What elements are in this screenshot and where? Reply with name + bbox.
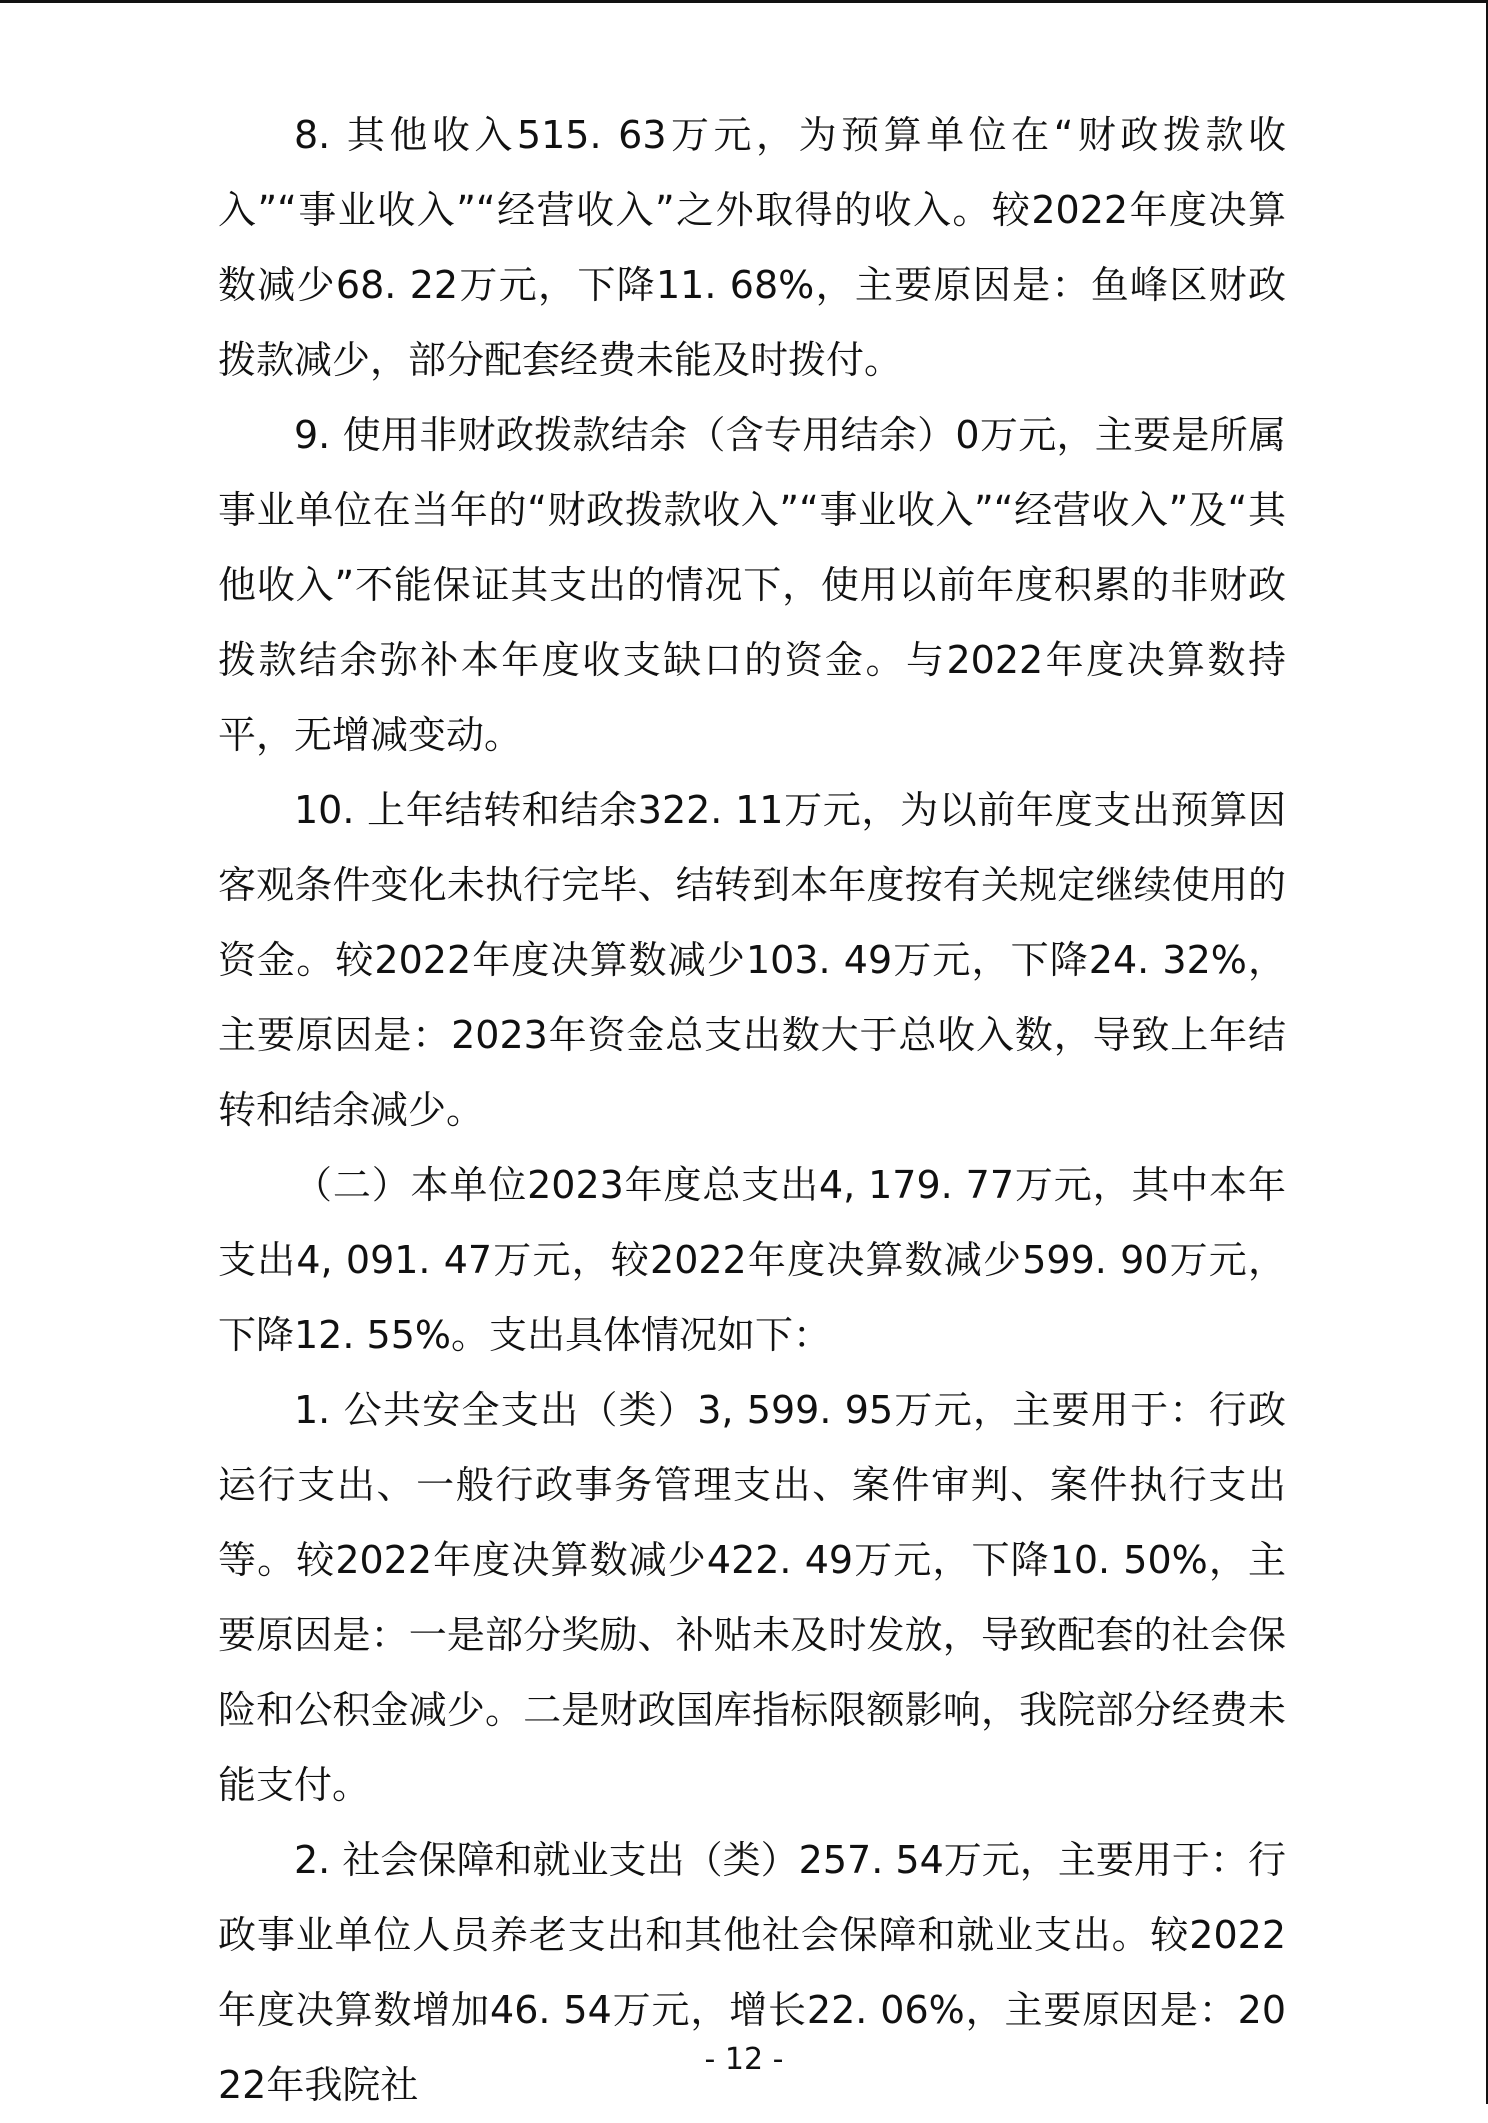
document-body (218, 98, 1286, 2123)
page-number: - 12 - (704, 2042, 784, 2077)
top-border-line (0, 0, 1488, 3)
paragraph-non-fiscal-balance: 9. 使用非财政拨款结余（含专用结余）0万元，主要是所属事业单位在当年的“财政拨款收入”“事业收入”“经营收入”及“其他收入”不能保证其支出的情况下，使用以前年度积累的非财政拨款结余弥补本年度收支缺口的资金。与2022年度决算数持平，无增减变动。 (218, 413, 1286, 757)
paragraph-other-income: 8. 其他收入515. 63万元，为预算单位在“财政拨款收入”“事业收入”“经营收入”之外取得的收入。较2022年度决算数减少68. 22万元，下降11. 68%，主要原因是：鱼峰区财政拨款减少，部分配套经费未能及时拨付。 (218, 113, 1286, 382)
paragraph-public-safety-expenditure: 1. 公共安全支出（类）3, 599. 95万元，主要用于：行政运行支出、一般行政事务管理支出、案件审判、案件执行支出等。较2022年度决算数减少422. 49万元，下降10. 50%，主要原因是：一是部分奖励、补贴未及时发放，导致配套的社会保险和公积金减少。二是财政国库指标限额影响，我院部分经费未能支付。 (218, 1388, 1286, 1807)
paragraph-total-expenditure: （二）本单位2023年度总支出4, 179. 77万元，其中本年支出4, 091. 47万元，较2022年度决算数减少599. 90万元，下降12. 55%。支出具体情况如下： (218, 1163, 1286, 1357)
paragraph-social-security-expenditure: 2. 社会保障和就业支出（类）257. 54万元，主要用于：行政事业单位人员养老支出和其他社会保障和就业支出。较2022年度决算数增加46. 54万元，增长22. 06%，主要原因是：2022年我院社 (218, 1838, 1286, 2107)
paragraph-carryover-balance: 10. 上年结转和结余322. 11万元，为以前年度支出预算因客观条件变化未执行完毕、结转到本年度按有关规定继续使用的资金。较2022年度决算数减少103. 49万元，下降24. 32%，主要原因是：2023年资金总支出数大于总收入数，导致上年结转和结余减少。 (218, 788, 1286, 1132)
